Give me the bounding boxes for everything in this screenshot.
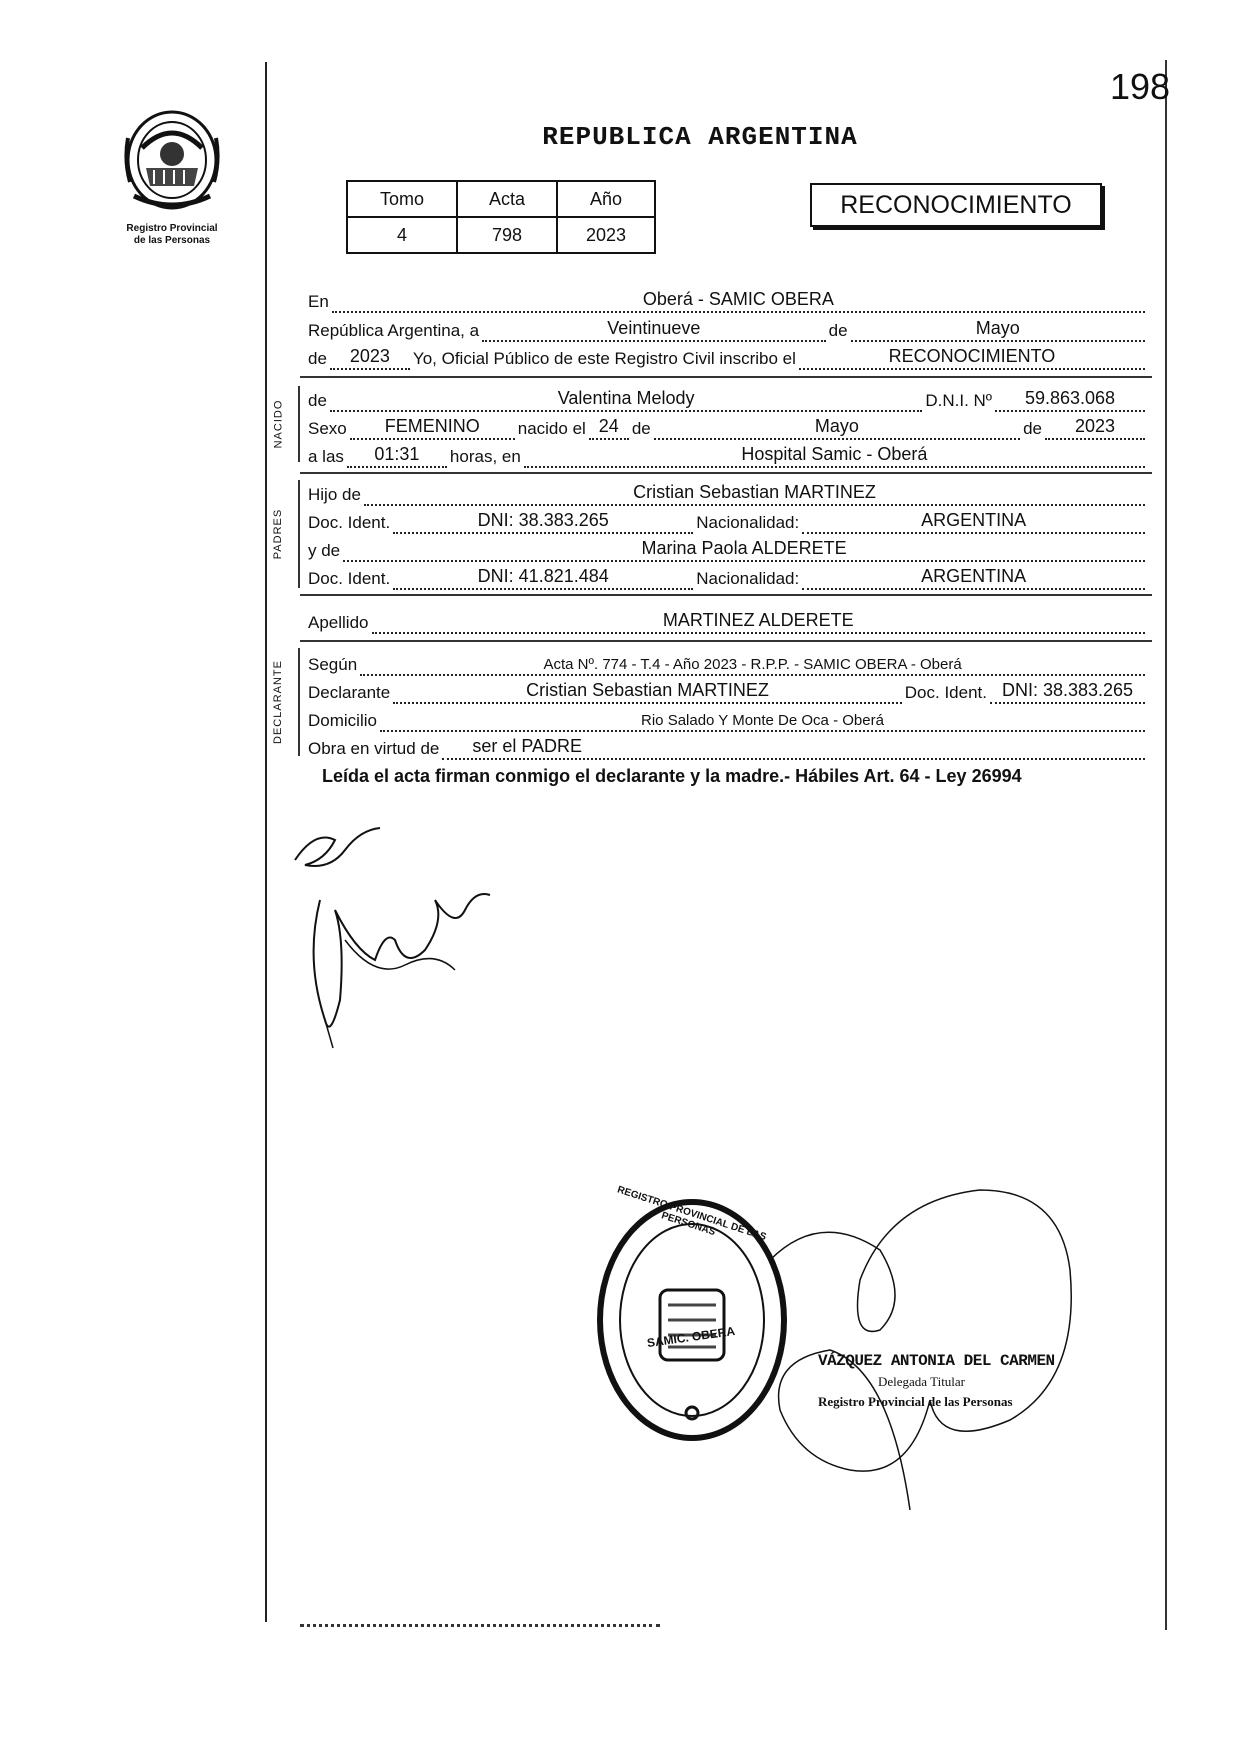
section-divider bbox=[300, 594, 1152, 596]
nacionalidad-label-2: Nacionalidad: bbox=[696, 569, 800, 588]
province-seal-logo bbox=[112, 108, 232, 247]
logo-caption-line2: de las Personas bbox=[133, 235, 211, 246]
de-label-5: de bbox=[1023, 419, 1042, 438]
logo-caption-line1: Registro Provincial bbox=[126, 223, 218, 234]
row-birth-date bbox=[308, 412, 1148, 440]
segun-label: Según bbox=[308, 655, 358, 674]
row-domicilio bbox=[308, 704, 1148, 732]
act-type-value: RECONOCIMIENTO bbox=[799, 346, 1145, 370]
birth-day-value: 24 bbox=[589, 416, 629, 440]
row-apellido bbox=[308, 606, 1148, 634]
birth-time-value: 01:31 bbox=[347, 444, 447, 468]
right-margin-rule bbox=[1165, 60, 1167, 1630]
row-segun bbox=[308, 648, 1148, 676]
de-label: de bbox=[828, 321, 848, 340]
reference-table-value-row bbox=[347, 217, 655, 253]
row-official bbox=[308, 342, 1148, 370]
header-ano: Año bbox=[557, 181, 655, 217]
reference-table-header-row bbox=[347, 181, 655, 217]
footer-mark bbox=[300, 1624, 660, 1630]
padres-side-label: PADRES bbox=[272, 508, 285, 560]
day-value: Veintinueve bbox=[482, 318, 826, 342]
republica-label: República Argentina, a bbox=[308, 321, 480, 340]
child-dni-value: 59.863.068 bbox=[995, 388, 1145, 412]
nacionalidad-label: Nacionalidad: bbox=[696, 513, 800, 532]
row-mother-doc bbox=[308, 562, 1148, 590]
year-value: 2023 bbox=[330, 346, 410, 370]
month-value: Mayo bbox=[851, 318, 1145, 342]
father-doc-value: DNI: 38.383.265 bbox=[393, 510, 693, 534]
dni-label: D.N.I. Nº bbox=[925, 391, 992, 410]
nacido-side-label: NACIDO bbox=[272, 399, 284, 449]
header-acta: Acta bbox=[457, 181, 557, 217]
father-nationality-value: ARGENTINA bbox=[802, 510, 1145, 534]
official-role: Delegada Titular bbox=[878, 1374, 966, 1389]
row-obra bbox=[308, 732, 1148, 760]
value-tomo: 4 bbox=[347, 217, 457, 253]
de-label-4: de bbox=[631, 419, 651, 438]
birth-month-value: Mayo bbox=[654, 416, 1020, 440]
stamp-text: SAMIC. OBERA bbox=[646, 1323, 736, 1351]
doc-label-2: Doc. Ident. bbox=[308, 569, 391, 588]
mother-nationality-value: ARGENTINA bbox=[802, 566, 1145, 590]
declarante-bracket bbox=[298, 648, 300, 756]
doc-label: Doc. Ident. bbox=[308, 513, 391, 532]
place-value: Oberá - SAMIC OBERA bbox=[332, 289, 1145, 313]
stamp-ring-text: REGISTRO PROVINCIAL DE LAS PERSONAS bbox=[615, 1184, 768, 1244]
declarante-value: Cristian Sebastian MARTINEZ bbox=[393, 680, 902, 704]
y-de-label: y de bbox=[308, 541, 341, 560]
row-declarante bbox=[308, 676, 1148, 704]
row-father bbox=[308, 478, 1148, 506]
padres-bracket bbox=[298, 480, 300, 588]
father-name-value: Cristian Sebastian MARTINEZ bbox=[364, 482, 1145, 506]
official-text: Yo, Oficial Público de este Registro Civil inscribo el bbox=[412, 349, 796, 368]
row-birth-place bbox=[308, 440, 1148, 468]
a-las-label: a las bbox=[308, 447, 344, 466]
horas-label: horas, en bbox=[449, 447, 521, 466]
document-type-box: RECONOCIMIENTO bbox=[810, 183, 1102, 227]
row-father-doc bbox=[308, 506, 1148, 534]
header-tomo: Tomo bbox=[347, 181, 457, 217]
official-name: VÁZQUEZ ANTONIA DEL CARMEN bbox=[818, 1352, 1055, 1370]
section-divider bbox=[300, 640, 1152, 642]
handwritten-signature bbox=[285, 820, 505, 1050]
nacido-bracket bbox=[298, 386, 300, 462]
birth-place-value: Hospital Samic - Oberá bbox=[524, 444, 1145, 468]
sexo-value: FEMENINO bbox=[350, 416, 515, 440]
page-number: 198 bbox=[1110, 66, 1171, 107]
value-acta: 798 bbox=[457, 217, 557, 253]
en-label: En bbox=[308, 292, 329, 311]
declarante-doc-value: DNI: 38.383.265 bbox=[990, 680, 1145, 704]
mother-doc-value: DNI: 41.821.484 bbox=[393, 566, 693, 590]
section-divider bbox=[300, 376, 1152, 378]
row-date bbox=[308, 314, 1148, 342]
hijo-label: Hijo de bbox=[308, 485, 361, 504]
official-signature-block bbox=[818, 1352, 1078, 1410]
mother-name-value: Marina Paola ALDERETE bbox=[343, 538, 1145, 562]
row-child-name bbox=[308, 384, 1148, 412]
value-ano: 2023 bbox=[557, 217, 655, 253]
de-label-2: de bbox=[308, 349, 327, 368]
doc-label-3: Doc. Ident. bbox=[904, 683, 987, 702]
seal-emblem-icon bbox=[124, 108, 220, 218]
reference-table bbox=[346, 180, 656, 254]
obra-value: ser el PADRE bbox=[442, 736, 1145, 760]
row-mother bbox=[308, 534, 1148, 562]
nacido-label: nacido el bbox=[517, 419, 586, 438]
de-label-3: de bbox=[308, 391, 327, 410]
official-institution: Registro Provincial de las Personas bbox=[818, 1394, 1013, 1409]
row-place bbox=[308, 285, 1148, 313]
segun-value: Acta Nº. 774 - T.4 - Año 2023 - R.P.P. - SAMIC OBERA - Oberá bbox=[360, 656, 1145, 676]
declarante-label: Declarante bbox=[308, 683, 391, 702]
apellido-value: MARTINEZ ALDERETE bbox=[372, 610, 1146, 634]
section-divider bbox=[300, 472, 1152, 474]
sexo-label: Sexo bbox=[308, 419, 347, 438]
legal-text: Leída el acta firman conmigo el declarante y la madre.- Hábiles Art. 64 - Ley 26994 bbox=[322, 766, 1022, 786]
child-name-value: Valentina Melody bbox=[330, 388, 922, 412]
document-title: REPUBLICA ARGENTINA bbox=[542, 122, 858, 152]
left-margin-rule bbox=[265, 62, 267, 1622]
declarante-side-label: DECLARANTE bbox=[272, 660, 284, 744]
domicilio-label: Domicilio bbox=[308, 711, 377, 730]
apellido-label: Apellido bbox=[308, 613, 369, 632]
birth-year-value: 2023 bbox=[1045, 416, 1145, 440]
domicilio-value: Rio Salado Y Monte De Oca - Oberá bbox=[380, 712, 1145, 732]
obra-label: Obra en virtud de bbox=[308, 739, 440, 758]
